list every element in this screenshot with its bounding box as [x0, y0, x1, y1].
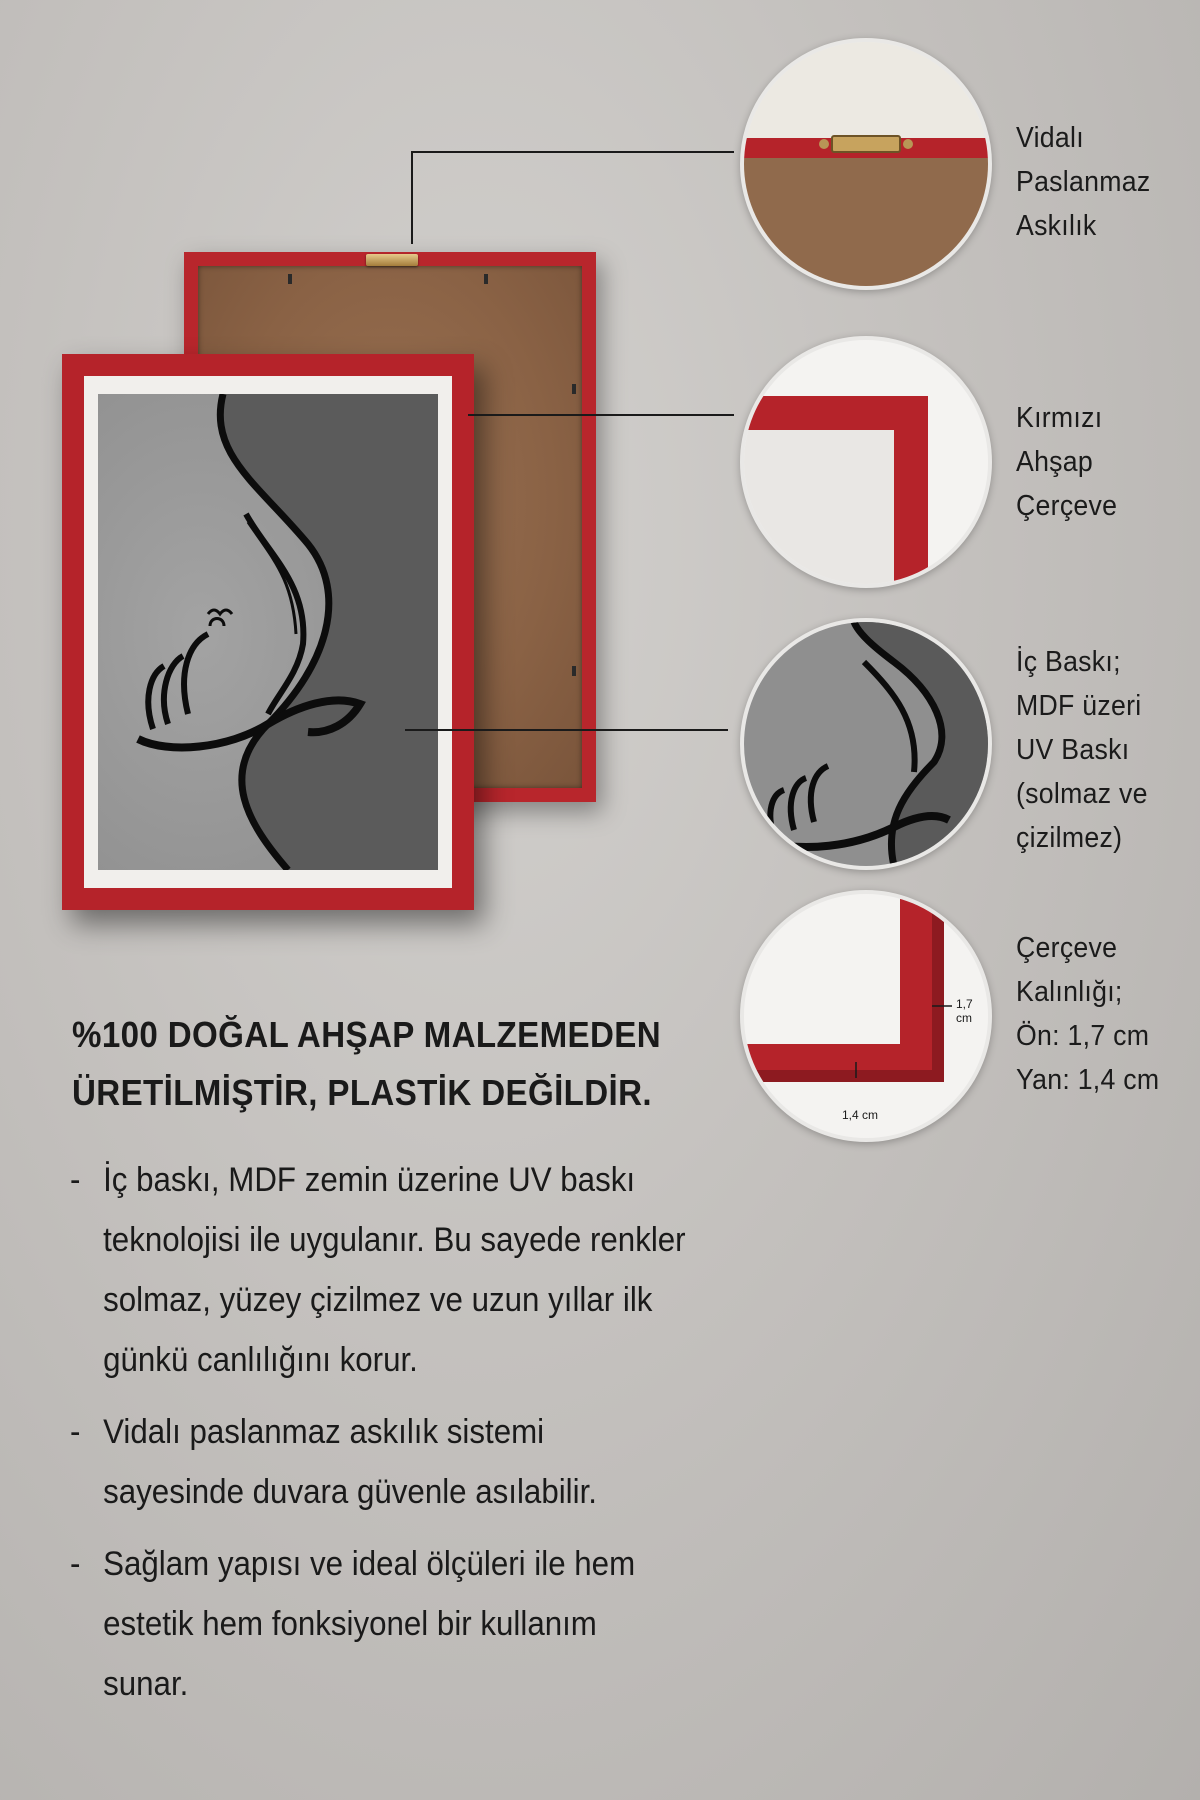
sawtooth-hanger-icon — [366, 254, 418, 266]
back-clip — [288, 274, 292, 284]
feature-label-thickness: Çerçeve Kalınlığı; Ön: 1,7 cm Yan: 1,4 cm — [1016, 932, 1160, 1096]
feature-label-frame: Kırmızı Ahşap Çerçeve — [1016, 402, 1118, 522]
bullet-item-uv-print: - İç baskı, MDF zemin üzerine UV baskı teknolojisi ile uygulanır. Bu sayede renkler solmaz, yüzey çizilmez ve uzun yıllar ilk günkü canlılığını korur. — [70, 1161, 686, 1379]
side-thickness-label: 1,4 cm — [842, 1108, 879, 1122]
print-detail-circle — [740, 618, 992, 870]
calligraphy-artwork — [98, 394, 438, 870]
hanger-detail-circle — [740, 38, 992, 290]
white-mat — [84, 376, 452, 888]
feature-label-print: İç Baskı; MDF üzeri UV Baskı (solmaz ve çizilmez) — [1016, 646, 1148, 854]
back-clip — [484, 274, 488, 284]
front-thickness-label: 1,7 cm — [956, 997, 973, 1025]
frame-corner-detail-circle — [740, 336, 992, 588]
feature-bullet-list — [70, 1150, 769, 1726]
feature-label-hanger: Vidalı Paslanmaz Askılık — [1016, 122, 1151, 242]
thickness-detail-circle — [740, 890, 992, 1142]
front-frame-view — [62, 354, 474, 910]
bullet-item-structure: - Sağlam yapısı ve ideal ölçüleri ile hem estetik hem fonksiyonel bir kullanım sunar. — [70, 1545, 636, 1703]
material-headline: %100 DOĞAL AHŞAP MALZEMEDEN ÜRETİLMİŞTİR, PLASTİK DEĞİLDİR. — [72, 1014, 662, 1113]
back-clip — [572, 666, 576, 676]
bullet-item-hanger: - Vidalı paslanmaz askılık sistemi sayesinde duvara güvenle asılabilir. — [70, 1413, 597, 1511]
back-clip — [572, 384, 576, 394]
calligraphy-image — [98, 394, 438, 870]
